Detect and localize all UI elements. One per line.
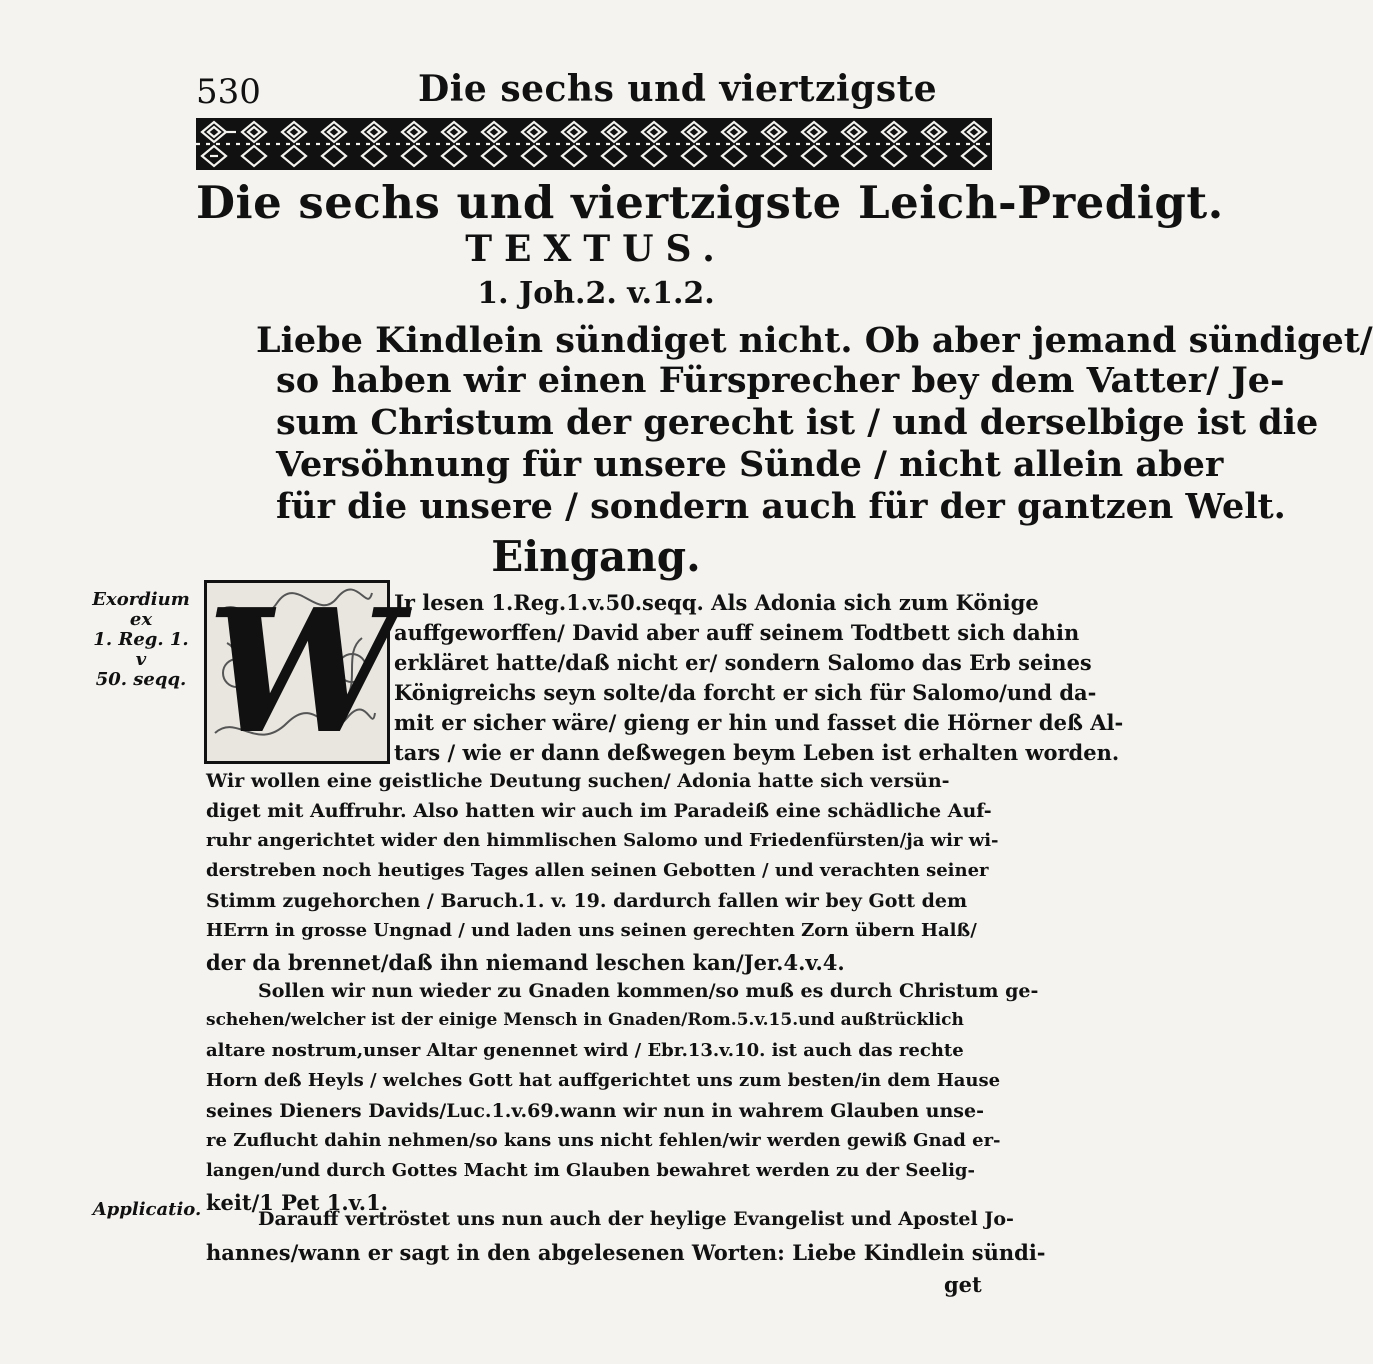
section-heading: Eingang. xyxy=(491,532,701,581)
body-line: Sollen wir nun wieder zu Gnaden kommen/so muß es durch Christum ge- xyxy=(258,980,1039,1002)
body-line: derstreben noch heutiges Tages allen seinen Gebotten / und verachten seiner xyxy=(206,860,989,881)
body-line: Darauff vertröstet uns nun auch der heylige Evangelist und Apostel Jo- xyxy=(258,1208,1014,1230)
margin-note-line: ex xyxy=(129,609,153,630)
body-line: schehen/welcher ist der einige Mensch in Gnaden/Rom.5.v.15.und außtrücklich xyxy=(206,1010,964,1030)
body-line: seines Dieners Davids/Luc.1.v.69.wann wir nun in wahrem Glauben unse- xyxy=(206,1100,984,1122)
body-line: auffgeworffen/ David aber auff seinem Todtbett sich dahin xyxy=(394,620,1080,645)
body-line: tars / wie er dann deßwegen beym Leben ist erhalten worden. xyxy=(394,740,1120,765)
body-line: diget mit Auffruhr. Also hatten wir auch im Paradeiß eine schädliche Auf- xyxy=(206,800,992,822)
body-line: der da brennet/daß ihn niemand leschen kan/Jer.4.v.4. xyxy=(206,950,845,975)
catchword: get xyxy=(944,1272,982,1297)
body-line: langen/und durch Gottes Macht im Glauben bewahret werden zu der Seelig- xyxy=(206,1160,975,1181)
scripture-line: so haben wir einen Fürsprecher bey dem Vatter/ Je- xyxy=(276,360,1285,401)
margin-note-line: Applicatio. xyxy=(92,1199,202,1220)
initial-letter: W xyxy=(207,572,398,772)
scripture-line: Liebe Kindlein sündiget nicht. Ob aber jemand sündiget/ xyxy=(256,320,1373,361)
body-line: altare nostrum,unser Altar genennet wird / Ebr.13.v.10. ist auch das rechte xyxy=(206,1040,964,1061)
body-line: Königreichs seyn solte/da forcht er sich für Salomo/und da- xyxy=(394,680,1097,705)
body-line: erkläret hatte/daß nicht er/ sondern Salomo das Erb seines xyxy=(394,650,1092,675)
sermon-heading: Die sechs und viertzigste Leich-Predigt. xyxy=(196,176,1224,229)
scripture-line: für die unsere / sondern auch für der gantzen Welt. xyxy=(276,486,1286,527)
body-line: Jr lesen 1.Reg.1.v.50.seqq. Als Adonia sich zum Könige xyxy=(394,590,1039,615)
decorated-initial xyxy=(204,572,398,772)
body-line: Wir wollen eine geistliche Deutung suchen/ Adonia hatte sich versün- xyxy=(206,770,950,792)
textus-label: TEXTUS. xyxy=(465,228,727,270)
scripture-reference: 1. Joh.2. v.1.2. xyxy=(477,276,715,311)
body-line: Horn deß Heyls / welches Gott hat auffgerichtet uns zum besten/in dem Hause xyxy=(206,1070,1001,1091)
margin-note-line: Exordium xyxy=(92,589,190,610)
ornament-border xyxy=(196,118,992,170)
body-line: Stimm zugehorchen / Baruch.1. v. 19. dardurch fallen wir bey Gott dem xyxy=(206,890,968,912)
scripture-line: sum Christum der gerecht ist / und derselbige ist die xyxy=(276,402,1319,443)
body-line: hannes/wann er sagt in den abgelesenen Worten: Liebe Kindlein sündi- xyxy=(206,1240,1046,1265)
body-line: ruhr angerichtet wider den himmlischen Salomo und Friedenfürsten/ja wir wi- xyxy=(206,830,999,851)
body-line: mit er sicher wäre/ gieng er hin und fasset die Hörner deß Al- xyxy=(394,710,1124,735)
margin-note-exordium xyxy=(86,590,196,690)
running-title: Die sechs und viertzigste xyxy=(418,68,938,110)
running-header xyxy=(196,66,996,116)
margin-note-applicatio xyxy=(92,1200,202,1220)
body-line: re Zuflucht dahin nehmen/so kans uns nicht fehlen/wir werden gewiß Gnad er- xyxy=(206,1130,1001,1151)
body-line: HErrn in grosse Ungnad / und laden uns seinen gerechten Zorn übern Halß/ xyxy=(206,920,977,941)
margin-note-line: 1. Reg. 1. v xyxy=(93,629,189,670)
page-number: 530 xyxy=(196,72,261,112)
scripture-line: Versöhnung für unsere Sünde / nicht allein aber xyxy=(276,444,1224,485)
margin-note-line: 50. seqq. xyxy=(95,669,187,690)
body-line: keit/1 Pet 1.v.1. xyxy=(206,1190,389,1215)
